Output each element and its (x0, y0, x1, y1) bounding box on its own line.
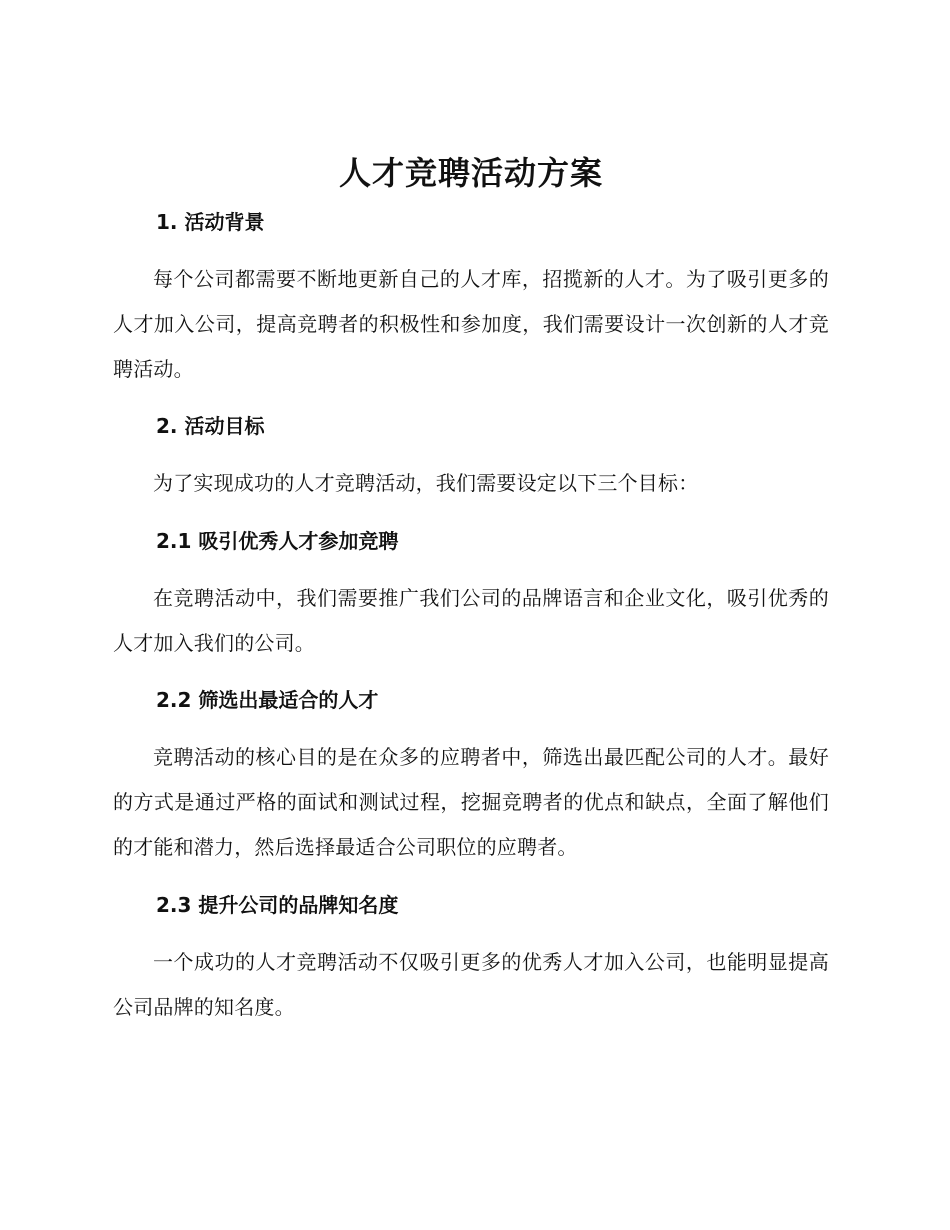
section-heading-attract-talent: 2.1 吸引优秀人才参加竞聘 (156, 529, 399, 553)
section-heading-brand-awareness: 2.3 提升公司的品牌知名度 (156, 893, 399, 917)
section-body-select-talent: 竞聘活动的核心目的是在众多的应聘者中，筛选出最匹配公司的人才。最好的方式是通过严格的面试和测试过程，挖掘竞聘者的优点和缺点，全面了解他们的才能和潜力，然后选择最适合公司职位的应聘者。 (113, 745, 829, 859)
section-body-goals: 为了实现成功的人才竞聘活动，我们需要设定以下三个目标： (153, 471, 699, 495)
section-body-background: 每个公司都需要不断地更新自己的人才库，招揽新的人才。为了吸引更多的人才加入公司，提高竞聘者的积极性和参加度，我们需要设计一次创新的人才竞聘活动。 (113, 267, 829, 381)
section-body-brand-awareness: 一个成功的人才竞聘活动不仅吸引更多的优秀人才加入公司，也能明显提高公司品牌的知名度。 (113, 950, 829, 1019)
section-heading-background: 1. 活动背景 (156, 210, 265, 234)
section-heading-goals: 2. 活动目标 (156, 414, 265, 438)
section-body-attract-talent: 在竞聘活动中，我们需要推广我们公司的品牌语言和企业文化，吸引优秀的人才加入我们的公司。 (113, 586, 829, 655)
document-title: 人才竞聘活动方案 (338, 154, 603, 192)
section-heading-select-talent: 2.2 筛选出最适合的人才 (156, 688, 379, 712)
